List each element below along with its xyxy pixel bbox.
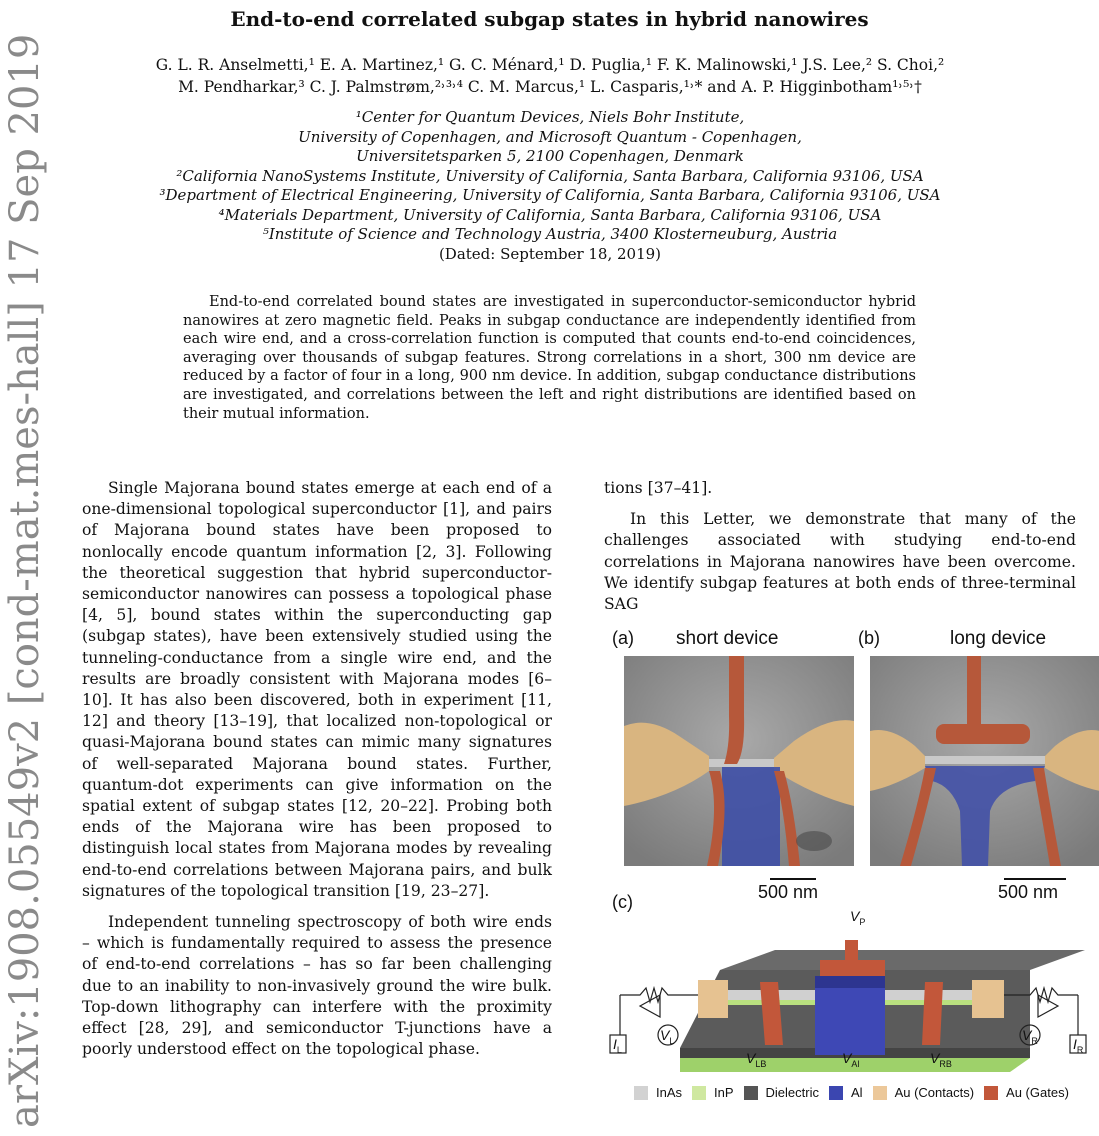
legend-label: Al [851,1085,863,1100]
affiliation-line: ²California NanoSystems Institute, University of California, Santa Barbara, California 93106, USA [176,166,924,185]
author-list [40,54,1060,98]
legend-label: InAs [656,1085,683,1100]
legend-swatch [984,1086,998,1100]
author-line-2: M. Pendharkar,³ C. J. Palmstrøm,²˒³˒⁴ C. M. Marcus,¹ L. Casparis,¹˒* and A. P. Higginbotham¹˒⁵˒† [178,78,922,96]
legend-label: Au (Contacts) [894,1085,975,1100]
body-paragraph: Independent tunneling spectroscopy of both wire ends – which is fundamentally required to assess the presence of end-to-end correlations – has so far been challenging due to an inability to non-invasively ground the wire bulk. Top-down lithography can interfere with the proximity effect [28, 29], and semiconductor T-junctions have a poorly understood effect on the topological phase. [82,913,552,1059]
panel-label-b: (b) [858,628,880,648]
legend-swatch [692,1086,706,1100]
legend-label: InP [714,1085,734,1100]
scalebar-line [770,878,816,880]
label-val: $V_{Al}$ [842,1050,860,1069]
label-ir: $I_R$ [1073,1036,1084,1055]
legend-label: Au (Gates) [1006,1085,1069,1100]
abstract: End-to-end correlated bound states are investigated in superconductor-semiconductor hybrid nanowires at zero magnetic field. Peaks in subgap conductance are independently identified from each wire end, and a cross-correlation function is computed that counts end-to-end coincidences, averaging over thousands of subgap features. Strong correlations in a short, 300 nm device are reduced by a factor of four in a long, 900 nm device. In addition, subgap conductance distributions are investigated, and correlations between the left and right distributions are identified based on their mutual information. [183,294,916,422]
body-paragraph: Single Majorana bound states emerge at each end of a one-dimensional topological superconductor [1], and pairs of Majorana bound states have been proposed to nonlocally encode quantum information [2, 3]. Following the theoretical suggestion that hybrid superconductor-semiconductor nanowires can possess a topological phase [4, 5], bound states within the superconducting gap (subgap states), have been extensively studied using the tunneling-conductance from a single wire end, and the results are broadly consistent with Majorana modes [6–10]. It has also been discovered, both in experiment [11, 12] and theory [13–19], that localized non-topological or quasi-Majorana bound states can mimic many signatures of well-separated Majorana bound states. Further, quantum-dot experiments can give information on the spatial extent of subgap states [12, 20–22]. Probing both ends of the Majorana wire has been proposed to distinguish local states from Majorana modes by revealing end-to-end correlations between Majorana pairs, and bulk signatures of the topological transition [19, 23–27]. [82,479,552,900]
figure-legend [628,1085,1069,1100]
scalebar-a [758,878,818,903]
right-column [604,478,1076,625]
left-column [82,478,552,1070]
sem-image-short-device [624,656,854,866]
legend-swatch [873,1086,887,1100]
legend-label: Dielectric [765,1085,819,1100]
arxiv-watermark: arXiv:1908.05549v2 [cond-mat.mes-hall] 17 Sep 2019 [2,33,48,1128]
affiliation-line: Universitetsparken 5, 2100 Copenhagen, Denmark [356,147,744,165]
panel-title-b: long device [950,628,1047,649]
panel-label-c: (c) [612,892,633,912]
panel-title-a: short device [676,628,779,649]
label-vrb: $V_{RB}$ [930,1050,952,1069]
label-vl: $V_L$ [660,1027,675,1046]
scalebar-b [998,878,1066,903]
affiliation-line: ¹Center for Quantum Devices, Niels Bohr Institute, [355,108,745,126]
date-line: (Dated: September 18, 2019) [438,244,662,263]
label-vr: $V_R$ [1022,1027,1038,1046]
affiliation-line: University of Copenhagen, and Microsoft Quantum - Copenhagen, [298,127,802,146]
affiliation-line: ³Department of Electrical Engineering, University of California, Santa Barbara, California 93106, USA [159,186,941,204]
scalebar-label: 500 nm [998,882,1059,902]
scalebar-label: 500 nm [758,882,819,902]
legend-swatch [634,1086,648,1100]
affiliation-line: ⁴Materials Department, University of California, Santa Barbara, California 93106, USA [218,205,882,224]
author-line-1: G. L. R. Anselmetti,¹ E. A. Martinez,¹ G. C. Ménard,¹ D. Puglia,¹ F. K. Malinowski,¹ J.S. Lee,² S. Choi,² [155,56,945,74]
affiliations [100,108,1000,264]
legend-swatch [744,1086,758,1100]
legend-swatch [829,1086,843,1100]
label-vp: $V_P$ [850,908,866,927]
label-vlb: $V_{LB}$ [746,1050,767,1069]
body-paragraph: In this Letter, we demonstrate that many of the challenges associated with studying end-to-end correlations in Majorana nanowires have been overcome. We identify subgap features at both ends of three-terminal SAG [604,510,1076,614]
panel-label-a: (a) [612,628,634,648]
figure-1 [600,628,1090,1100]
affiliation-line: ⁵Institute of Science and Technology Austria, 3400 Klosterneuburg, Austria [262,225,838,243]
paper-title: End-to-end correlated subgap states in hybrid nanowires [230,7,869,31]
label-il: $I_L$ [613,1036,622,1055]
scalebar-line [1004,878,1066,880]
sem-image-long-device [870,656,1099,866]
body-paragraph: tions [37–41]. [604,479,713,497]
